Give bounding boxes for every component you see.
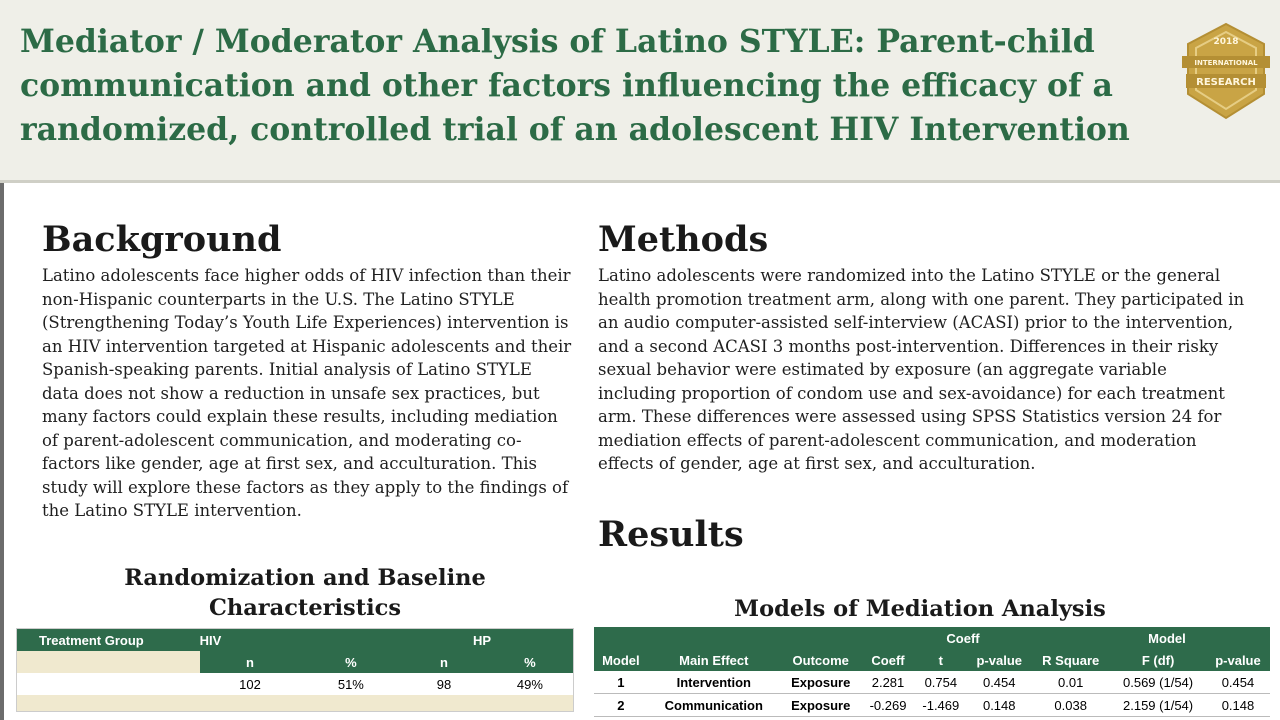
col-coeff: Coeff bbox=[871, 652, 905, 668]
methods-text: Latino adolescents were randomized into the Latino STYLE or the general health promotion treatment arm, along with one parent. They participated in an audio computer-assisted self-interview (ACASI) prior to the intervention, and a second ACASI 3 months post-intervention. Differences in their risky sexual behavior were estimated by exposure (an aggregate variable including proportion of condom use and sex-avoidance) for each treatment arm. These differences were assessed using SPSS Statistics version 24 for mediation effects of parent-adolescent communication, and moderation effects of gender, age at first sex, and acculturation. bbox=[598, 266, 1245, 473]
mediation-table bbox=[594, 627, 1270, 717]
col-r-square: R Square bbox=[1042, 652, 1100, 668]
results-heading: Results bbox=[598, 514, 744, 555]
header-hp: HP bbox=[472, 632, 491, 648]
hp-n-value: 98 bbox=[436, 676, 452, 692]
col-model-p-value: p-value bbox=[1215, 652, 1261, 668]
model-group-header: Model bbox=[1148, 630, 1186, 646]
col-model: Model bbox=[602, 652, 640, 668]
header-hp-n: n bbox=[401, 651, 487, 673]
left-border bbox=[0, 183, 4, 720]
table-row: 1 Intervention Exposure 2.281 0.754 0.454 0.01 0.569 (1/54) 0.454 bbox=[594, 671, 1270, 694]
header-hiv: HIV bbox=[199, 632, 222, 648]
randomization-title: Randomization and Baseline Characteristics bbox=[124, 565, 486, 621]
award-badge-icon bbox=[1180, 20, 1272, 128]
coeff-group-header: Coeff bbox=[946, 630, 980, 646]
mediation-title: Models of Mediation Analysis bbox=[734, 596, 1106, 622]
hiv-n-value: 102 bbox=[239, 676, 261, 692]
poster-header bbox=[0, 0, 1280, 183]
col-t: t bbox=[938, 652, 943, 668]
header-hiv-n: n bbox=[200, 651, 301, 673]
hiv-pct-value: 51% bbox=[337, 676, 364, 692]
poster-title: Mediator / Moderator Analysis of Latino STYLE: Parent-child communication and other factors influencing the efficacy of a randomized, controlled trial of an adolescent HIV Intervention bbox=[20, 23, 1130, 148]
table-row bbox=[17, 673, 574, 695]
col-outcome: Outcome bbox=[792, 652, 849, 668]
col-f-df: F (df) bbox=[1141, 652, 1175, 668]
col-p-value: p-value bbox=[976, 652, 1022, 668]
methods-heading: Methods bbox=[598, 219, 769, 260]
badge-year: 2018 bbox=[1213, 37, 1239, 47]
randomization-table bbox=[16, 628, 574, 712]
header-hp-pct: % bbox=[487, 651, 574, 673]
header-hiv-pct: % bbox=[300, 651, 401, 673]
header-treatment-group: Treatment Group bbox=[39, 632, 144, 648]
badge-line2: RESEARCH bbox=[1196, 77, 1256, 88]
col-main-effect: Main Effect bbox=[679, 652, 749, 668]
background-text: Latino adolescents face higher odds of HIV infection than their non-Hispanic counterparts in the U.S. The Latino STYLE (Strengthening Today’s Youth Life Experiences) intervention is an HIV intervention targeted at Hispanic adolescents and their Spanish-speaking parents. Initial analysis of Latino STYLE data does not show a reduction in unsafe sex practices, but many factors could explain these results, including mediation of parent-adolescent communication, and moderating co-factors like gender, age at first sex, and acculturation. This study will explore these factors as they apply to the findings of the Latino STYLE intervention. bbox=[42, 266, 572, 520]
background-heading: Background bbox=[42, 219, 282, 260]
table-row: 2 Communication Exposure -0.269 -1.469 0.148 0.038 2.159 (1/54) 0.148 bbox=[594, 694, 1270, 717]
hp-pct-value: 49% bbox=[516, 676, 543, 692]
badge-line1: INTERNATIONAL bbox=[1194, 59, 1258, 67]
